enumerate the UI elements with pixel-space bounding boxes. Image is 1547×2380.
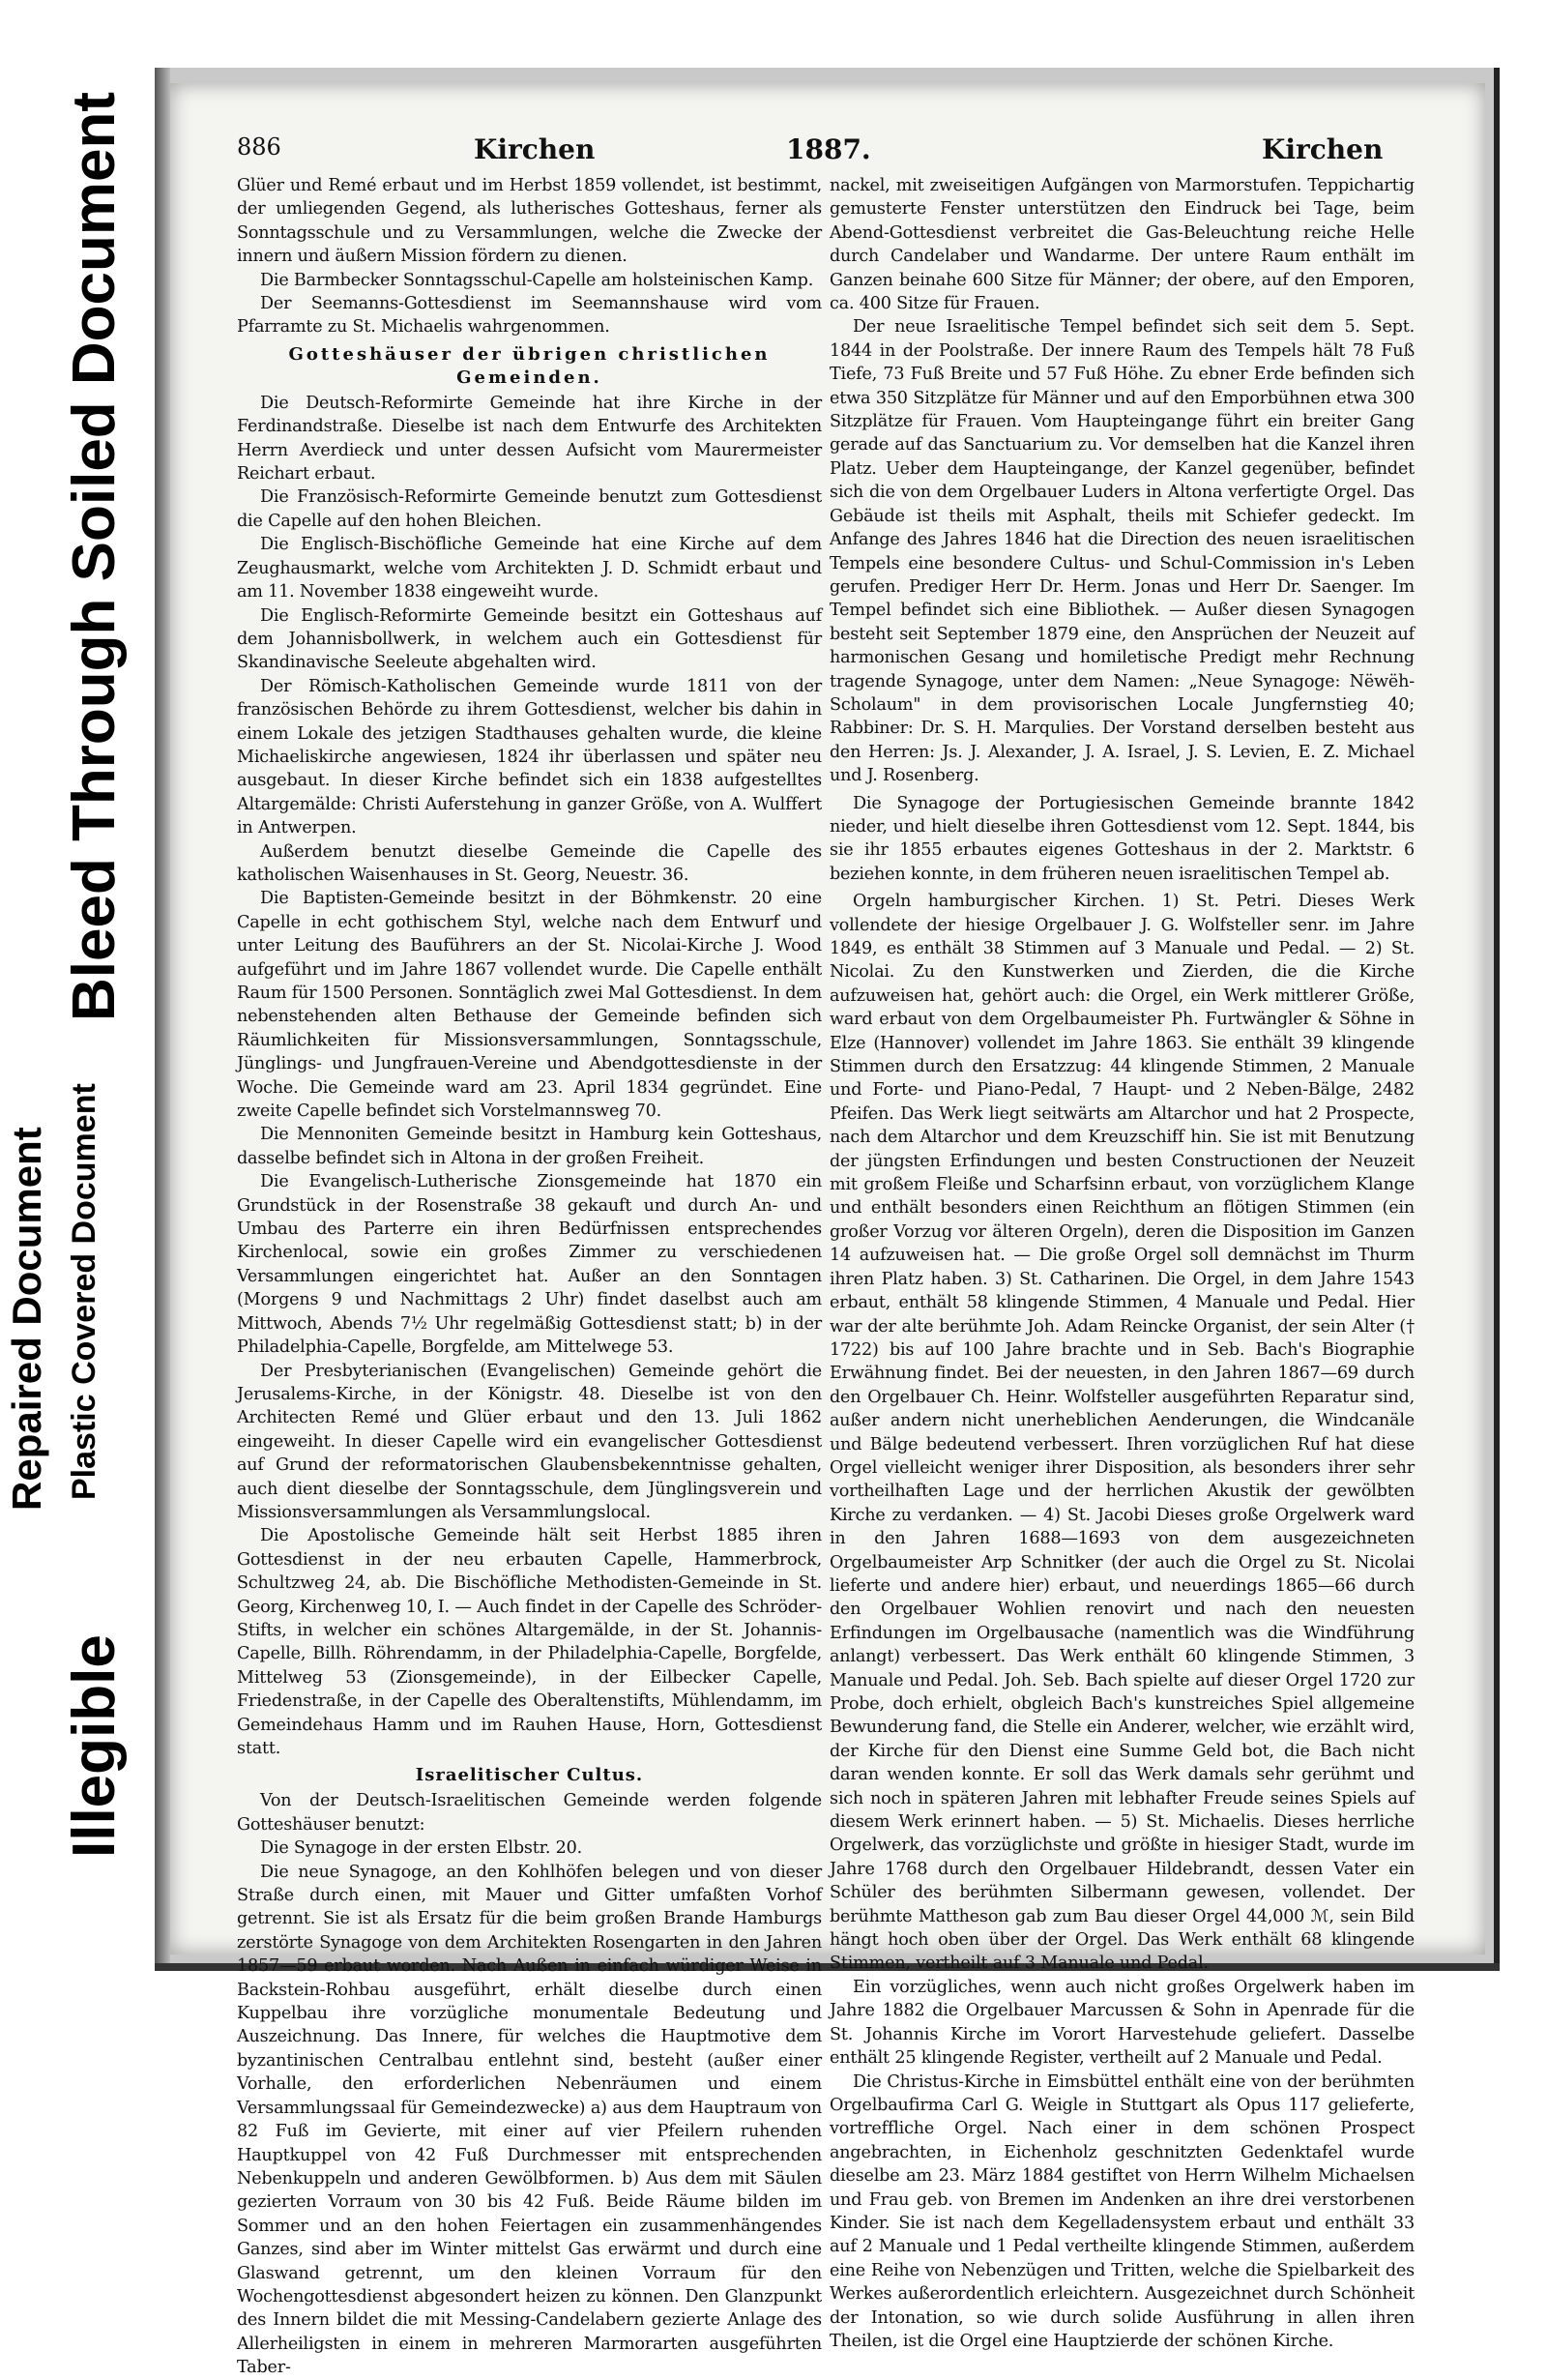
paragraph: Glüer und Remé erbaut und im Herbst 1859 vollendet, ist bestimmt, der umliegenden Gegend, als lutherisches Gotteshaus, ferner als Sonntagsschule und zu Versammlungen, welche die Zwecke der innern und äußern Mission fördern zu dienen. <box>237 176 822 267</box>
right-column <box>830 174 1415 2353</box>
paragraph: Der Römisch-Katholischen Gemeinde wurde 1811 von der französischen Behörde zu ihrem Gottesdienst, welcher bis dahin in einem Lokale des jetzigen Stadthauses gehalten wurde, die kleine Michaeliskirche angewiesen, 1824 ihr überlassen und später neu ausgebaut. In dieser Kirche befindet sich ein 1838 aufgestelltes Altargemälde: Christi Auferstehung in ganzer Größe, von A. Wulffert in Antwerpen. <box>237 676 822 838</box>
paragraph: Orgeln hamburgischer Kirchen. 1) St. Petri. Dieses Werk vollendete der hiesige Orgelbauer J. G. Wolfsteller senr. im Jahre 1849, es enthält 38 Stimmen auf 3 Manuale und Pedal. — 2) St. Nicolai. Zu den Kunstwerken und Zierden, die die Kirche aufzuweisen hat, gehört auch: die Orgel, ein Werk mittlerer Größe, ward erbaut von dem Orgelbaumeister Ph. Furtwängler & Söhne in Elze (Hannover) vollendet im Jahre 1863. Sie enthält 39 klingende Stimmen durch den Ersatzzug: 44 klingende Stimmen, 2 Manuale und Forte- und Piano-Pedal, 7 Haupt- und 2 Neben-Bälge, 2482 Pfeifen. Das Werk liegt seitwärts am Altarchor und hat 2 Prospecte, nach dem Altarchor und dem Kreuzschiff hin. Sie ist mit Benutzung der jüngsten Erfindungen und besten Constructionen der Neuzeit mit großem Fleiße und Scharfsinn erbaut, von vorzüglichem Klange und enthält besonders einen Reichthum an flötigen Stimmen (ein großer Vorzug vor älteren Orgeln), deren die Disposition im Ganzen 14 aufzuweisen hat. — Die große Orgel soll demnächst im Thurm ihren Platz haben. 3) St. Catharinen. Die Orgel, in dem Jahre 1543 erbaut, enthält 58 klingende Stimmen, 4 Manuale und Pedal. Hier war der alte berühmte Joh. Adam Reincke Organist, der sein Alter († 1722) bis auf 100 Jahre brachte und in Seb. Bach's Biographie Erwähnung findet. Bei der neuesten, in den Jahren 1867—69 durch den Orgelbauer Ch. Heinr. Wolfsteller ausgeführten Reparatur sind, außer andern nicht unerheblichen Aenderungen, die Windcanäle und Bälge bedeutend verbessert. Ihren vorzüglichen Ruf hat diese Orgel vielleicht weniger ihrer Disposition, als besonders ihrer sehr vortheilhaften Lage und der herrlichen Akustik der gewölbten Kirche zu verdanken. — 4) St. Jacobi Dieses große Orgelwerk ward in den Jahren 1688—1693 von dem ausgezeichneten Orgelbaumeister Arp Schnitker (der auch die Orgel zu St. Nicolai lieferte und andere hier) erbaut, und neuerdings 1865—66 durch den Orgelbauer Wohlien renovirt und nach den neuesten Erfindungen im Orgelbausache (namentlich was die Windführung anlangt) verbessert. Das Werk enthält 60 klingende Stimmen, 3 Manuale und Pedal. Joh. Seb. Bach spielte auf dieser Orgel 1720 zur Probe, doch erhielt, obgleich Bach's kunstreiches Spiel allgemeine Bewunderung fand, die Stelle ein Anderer, welcher, wie erzählt wird, der Kirche für den Dienst eine Summe Geld bot, die Bach nicht daran wenden konnte. Er soll das Werk damals sehr gerühmt und sich noch in späteren Jahren mit lebhafter Freude seines Spiels auf diesem Werk erinnert haben. — 5) St. Michaelis. Dieses herrliche Orgelwerk, das vorzüglichste und größte in hiesiger Stadt, wurde im Jahre 1768 durch den Orgelbauer Hildebrandt, dessen Vater ein Schüler des berühmten Silbermann gewesen, vollendet. Der berühmte Mattheson gab zum Bau dieser Orgel 44,000 ℳ, sein Bild hängt hoch oben über der Orgel. Das Werk enthält 68 klingende Stimmen, vertheilt auf 3 Manuale und Pedal. <box>830 892 1415 1974</box>
page-number: 886 <box>237 133 281 161</box>
header-right-title: Kirchen <box>1262 133 1384 165</box>
paragraph: Die Evangelisch-Lutherische Zionsgemeinde hat 1870 ein Grundstück in der Rosenstraße 38 gekauft und durch An- und Umbau des Parterre ein ihren Bedürfnissen entsprechendes Kirchenlocal, sowie ein großes Zimmer zu verschiedenen Versammlungen eingerichtet hat. Außer an den Sonntagen (Morgens 9 und Nachmittags 2 Uhr) findet daselbst auch am Mittwoch, Abends 7½ Uhr regelmäßig Gottesdienst statt; b) in der Philadelphia-Capelle, Borgfelde, am Mittelwege 53. <box>237 1172 822 1358</box>
paragraph: Ein vorzügliches, wenn auch nicht großes Orgelwerk haben im Jahre 1882 die Orgelbauer Marcussen & Sohn in Apenrade für die St. Johannis Kirche im Vorort Harvestehude geliefert. Dasselbe enthält 25 klingende Register, vertheilt auf 2 Manuale und Pedal. <box>830 1977 1415 2069</box>
section-heading: Israelitischer Cultus. <box>415 1765 644 1786</box>
paragraph: Von der Deutsch-Israelitischen Gemeinde werden folgende Gotteshäuser benutzt: <box>237 1791 822 1835</box>
paragraph: Der neue Israelitische Tempel befindet sich seit dem 5. Sept. 1844 in der Poolstraße. Der innere Raum des Tempels hält 78 Fuß Tiefe, 73 Fuß Breite und 57 Fuß Höhe. Zu ebner Erde befinden sich etwa 350 Sitzplätze für Männer und auf den Emporbühnen etwa 300 Sitzplätze für Frauen. Vom Haupteingange führt ein breiter Gang gerade auf das Sanctuarium zu. Vor demselben hat die Kanzel ihren Platz. Ueber dem Haupteingange, der Kanzel gegenüber, befindet sich die von dem Orgelbauer Luders in Altona verfertigte Orgel. Das Gebäude ist theils mit Asphalt, theils mit Schiefer gedeckt. Im Anfange des Jahres 1846 hat die Direction des neuen israelitischen Tempels eine besondere Cultus- und Schul-Commission in's Leben gerufen. Prediger Herr Dr. Herm. Jonas und Herr Dr. Saenger. Im Tempel befindet sich eine Bibliothek. — Außer diesen Synagogen besteht seit September 1879 eine, den Ansprüchen der Neuzeit auf harmonischen Gesang und homiletische Predigt mehr Rechnung tragende Synagoge, unter dem Namen: „Neue Synagoge: Nëwëh-Scholaum" in dem provisorischen Locale Jungfernstieg 40; Rabbiner: Dr. S. H. Marqulies. Der Vorstand derselben besteht aus den Herren: Js. J. Alexander, J. A. Israel, J. S. Levien, E. Z. Michael und J. Rosenberg. <box>830 317 1415 786</box>
paragraph: Die Synagoge in der ersten Elbstr. 20. <box>260 1838 583 1859</box>
left-column <box>237 174 822 2380</box>
paragraph: Der Seemanns-Gottesdienst im Seemannshause wird vom Pfarramte zu St. Michaelis wahrgenommen. <box>237 294 822 338</box>
page-edge-shadow <box>155 68 170 1968</box>
label-bleed-through: Bleed Through Soiled Document <box>61 92 128 1022</box>
paragraph: Die Englisch-Reformirte Gemeinde besitzt ein Gotteshaus auf dem Johannisbollwerk, in welchem auch ein Gottesdienst für Skandinavische Seeleute abgehalten wird. <box>237 605 822 673</box>
header-year: 1887. <box>786 133 871 165</box>
microfilm-target-strip <box>0 0 150 2105</box>
paragraph: Die Baptisten-Gemeinde besitzt in der Böhmkenstr. 20 eine Capelle in echt gothischem Styl, welche nach dem Entwurf und unter Leitung des Bauführers an der St. Nicolai-Kirche J. Wood aufgeführt und im Jahre 1867 vollendet wurde. Die Capelle enthält Raum für 1500 Personen. Sonntäglich zwei Mal Gottesdienst. In dem nebenstehenden alten Bethause der Gemeinde befinden sich Räumlichkeiten für Missionsversammlungen, Sonntagsschule, Jünglings- und Jungfrauen-Vereine und Abendgottesdienste in der Woche. Die Gemeinde ward am 23. April 1834 gegründet. Eine zweite Capelle befindet sich Vorstelmannsweg 70. <box>237 889 822 1122</box>
paragraph: nackel, mit zweiseitigen Aufgängen von Marmorstufen. Teppichartig gemusterte Fenster unterstützen den Eindruck bei Tage, beim Abend-Gottesdienst verbreitet die Gas-Beleuchtung reiche Helle durch Candelaber und Wandarme. Der untere Raum enthält im Ganzen beinahe 600 Sitze für Männer; der obere, auf den Emporen, ca. 400 Sitze für Frauen. <box>830 176 1415 314</box>
paragraph: Die Apostolische Gemeinde hält seit Herbst 1885 ihren Gottesdienst in der neu erbauten Capelle, Hammerbrock, Schultzweg 24, ab. Die Bischöfliche Methodisten-Gemeinde in St. Georg, Kirchenweg 10, I. — Auch findet in der Capelle des Schröder-Stifts, in welcher ein schönes Altargemälde, in der St. Johannis-Capelle, Billh. Röhrendamm, in der Philadelphia-Capelle, Borgfelde, Mittelweg 53 (Zionsgemeinde), in der Eilbecker Capelle, Friedenstraße, in der Capelle des Oberaltenstifts, Mühlendamm, im Gemeindehaus Hamm und im Rauhen Hause, Horn, Gottesdienst statt. <box>237 1526 822 1758</box>
label-plastic-covered: Plastic Covered Document <box>66 1083 102 1500</box>
paragraph: Die Englisch-Bischöfliche Gemeinde hat eine Kirche auf dem Zeughausmarkt, welche vom Architekten J. D. Schmidt erbaut und am 11. November 1838 eingeweiht wurde. <box>237 535 822 602</box>
header-left-title: Kirchen <box>474 133 596 165</box>
paragraph: Außerdem benutzt dieselbe Gemeinde die Capelle des katholischen Waisenhauses in St. Georg, Neuestr. 36. <box>237 841 822 885</box>
paragraph: Die Synagoge der Portugiesischen Gemeinde brannte 1842 nieder, und hielt dieselbe ihren Gottesdienst vom 12. Sept. 1844, bis sie ihr 1855 erbautes eigenes Gotteshaus in der 2. Marktstr. 6 beziehen konnte, in dem früheren neuen israelitischen Tempel ab. <box>830 793 1415 884</box>
running-header <box>237 133 1426 168</box>
section-heading: Gotteshäuser der übrigen christlichen Gemeinden. <box>288 343 771 388</box>
paragraph: Die Christus-Kirche in Eimsbüttel enthält eine von der berühmten Orgelbaufirma Carl G. Weigle in Stuttgart als Opus 117 gelieferte, vortreffliche Orgel. Nach einer in dem schönen Prospect angebrachten, in Eichenholz geschnitzten Gedenktafel wurde dieselbe am 23. März 1884 gestiftet von Herrn Wilhelm Michaelsen und Frau geb. von Bremen im Andenken an ihre drei verstorbenen Kinder. Sie ist nach dem Kegelladensystem erbaut und enthält 33 auf 2 Manuale und 1 Pedal vertheilte klingende Stimmen, außerdem eine Reihe von Nebenzügen und Tritten, welche die Spielbarkeit des Werkes außerordentlich erleichtern. Ausgezeichnet durch Schönheit der Intonation, so wie durch solide Ausführung in allen ihren Theilen, ist die Orgel eine Hauptzierde der schönen Kirche. <box>830 2071 1415 2351</box>
paragraph: Die Französisch-Reformirte Gemeinde benutzt zum Gottesdienst die Capelle auf den hohen Bleichen. <box>237 487 822 531</box>
label-illegible: Illegible <box>61 1634 128 1858</box>
paragraph: Die Barmbecker Sonntagsschul-Capelle am holsteinischen Kamp. <box>260 270 814 290</box>
label-repaired: Repaired Document <box>4 1127 49 1511</box>
paragraph: Die neue Synagoge, an den Kohlhöfen belegen und von dieser Straße durch einen, mit Mauer und Gitter umfaßten Vorhof getrennt. Sie ist als Ersatz für die beim großen Brande Hamburgs zerstörte Synagoge von dem Architekten Rosengarten in den Jahren 1857—59 erbaut worden. Nach Außen in einfach würdiger Weise in Backstein-Rohbau ausgeführt, erhält dieselbe durch einen Kuppelbau ihre vorzügliche monumentale Bedeutung und Auszeichnung. Das Innere, für welches die Hauptmotive dem byzantinischen Centralbau entlehnt sind, besteht (außer einer Vorhalle, den erforderlichen Nebenräumen und einem Versammlungssaal für Gemeindezwecke) a) aus dem Hauptraum von 82 Fuß im Gevierte, mit einer auf vier Pfeilern ruhenden Hauptkuppel von 42 Fuß Durchmesser mit entsprechenden Nebenkuppeln und anderen Gewölbformen. b) Aus dem mit Säulen gezierten Vorraum von 30 bis 42 Fuß. Beide Räume bilden im Sommer und an den hohen Feiertagen ein zusammenhängendes Ganzes, sind aber im Winter mittelst Gas erwärmt und durch eine Glaswand getrennt, um den kleinen Vorraum für den Wochengottesdienst abgesondert heizen zu können. Den Glanzpunkt des Innern bildet die mit Messing-Candelabern gezierte Anlage des Allerheiligsten in einem in mehreren Marmorarten ausgeführten Taber- <box>237 1862 822 2378</box>
paragraph: Der Presbyterianischen (Evangelischen) Gemeinde gehört die Jerusalems-Kirche, in der Königstr. 48. Dieselbe ist von den Architecten Remé und Glüer erbaut und den 13. Juli 1862 eingeweiht. In dieser Capelle wird ein evangelischer Gottesdienst auf Grund der reformatorischen Glaubensbekenntnisse gehalten, auch dient dieselbe der Sonntagsschule, dem Jünglingsverein und Missionsversammlungen als Versammlungslocal. <box>237 1361 822 1522</box>
paragraph: Die Deutsch-Reformirte Gemeinde hat ihre Kirche in der Ferdinandstraße. Dieselbe ist nach dem Entwurfe des Architekten Herrn Averdieck und unter dessen Aufsicht vom Maurermeister Reichart erbaut. <box>237 393 822 485</box>
paragraph: Die Mennoniten Gemeinde besitzt in Hamburg kein Gotteshaus, dasselbe befindet sich in Altona in der großen Freiheit. <box>237 1125 822 1168</box>
